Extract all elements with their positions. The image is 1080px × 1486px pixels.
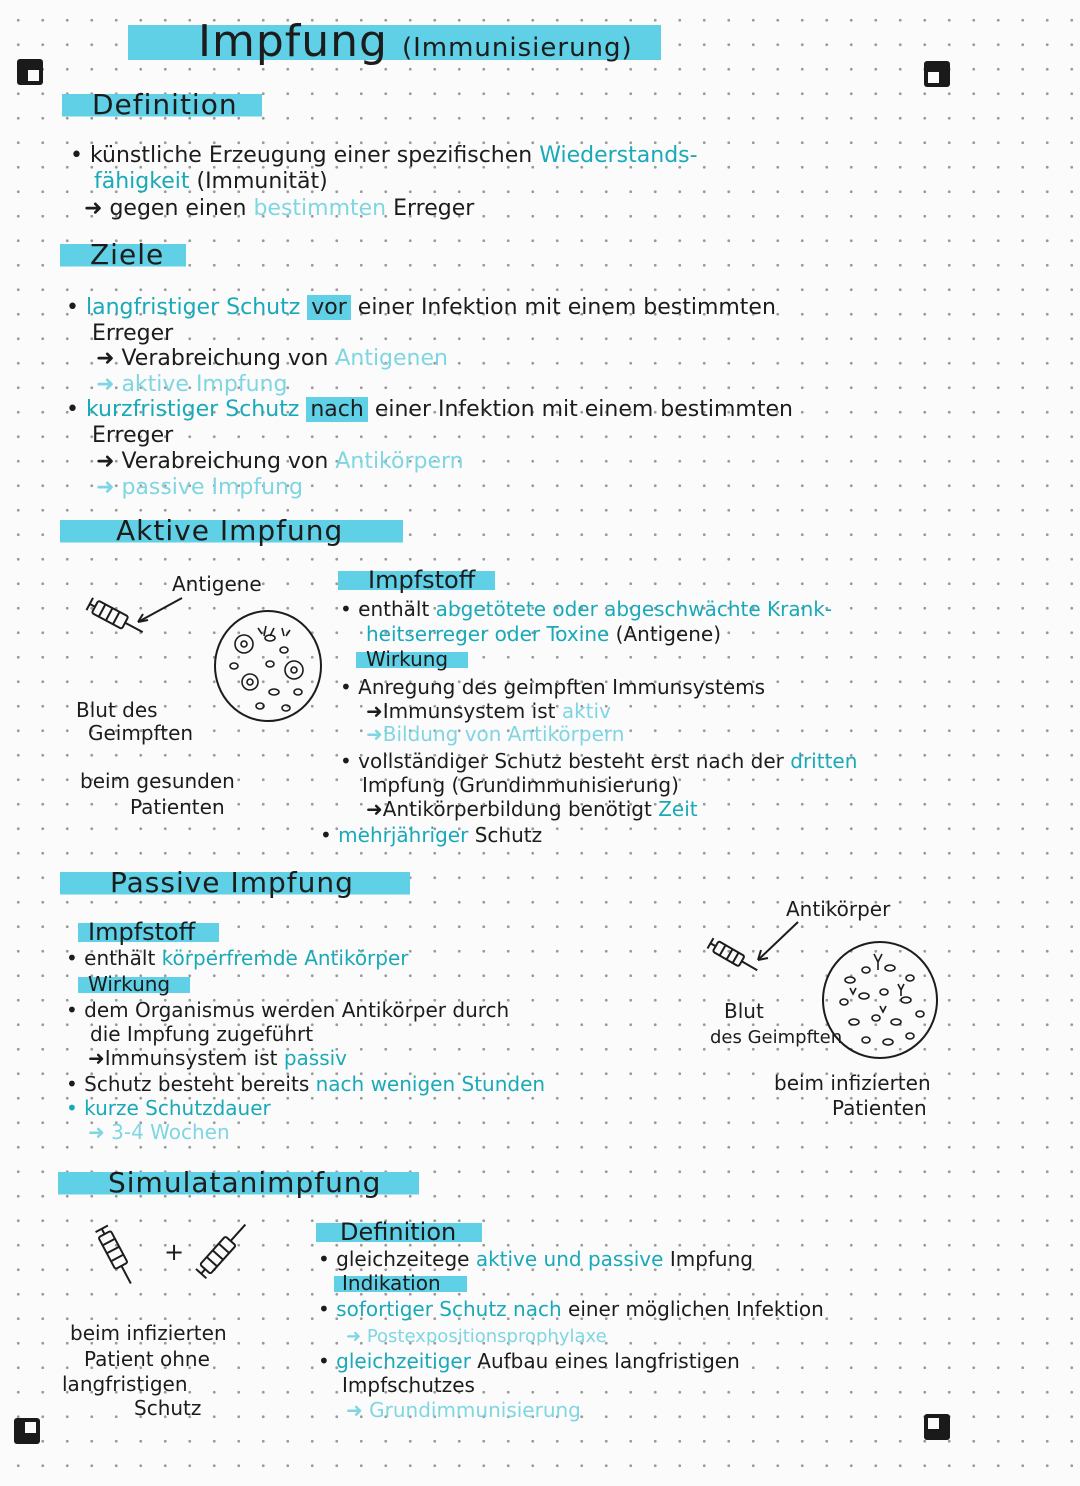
aktive-wirkung-1: Anregung des geimpften Immunsystems: [358, 675, 766, 699]
definition-text-2a: fähigkeit: [94, 169, 190, 194]
passive-wirkung-3b: passiv: [283, 1046, 348, 1070]
passive-wirkung-line-4: • Schutz besteht bereits nach wenigen Stunden: [66, 1072, 546, 1096]
plus-sign: +: [164, 1238, 185, 1266]
antigen-arrow-icon: [134, 596, 184, 626]
passive-impfstoff-1b: körperfremde Antikörper: [161, 946, 409, 970]
passive-impfstoff-1a: enthält: [84, 946, 156, 970]
label-antigene: Antigene: [172, 572, 262, 596]
aktive-wirkung-6b: Zeit: [658, 797, 698, 821]
simultan-label-4: Schutz: [134, 1396, 202, 1420]
passive-wirkung-line-6: ➜ 3-4 Wochen: [88, 1120, 230, 1144]
aktive-wirkung-7b: Schutz: [474, 823, 543, 847]
aktive-impfstoff-line-2: [366, 623, 721, 646]
aktive-impfstoff-2b: oder: [494, 622, 541, 646]
passive-wirkung-line-2: die Impfung zugeführt: [90, 1022, 314, 1046]
simultan-ind-2: Postexpositionsprophylaxe: [366, 1326, 607, 1347]
ziele-item-2-arrow-2: ➜ passive Impfung: [96, 475, 303, 500]
passive-wirkung-line-3: ➜Immunsystem ist passiv: [88, 1046, 348, 1070]
simultan-ind-line-1: • sofortiger Schutz nach einer möglichen Infektion: [318, 1297, 824, 1321]
ziele-text-2g: passive Impfung: [121, 475, 303, 500]
simultan-ind-line-2: ➜ Postexpositionsprophylaxe: [346, 1326, 607, 1347]
simultan-label-3: langfristigen: [62, 1372, 188, 1396]
passive-heading: Passive Impfung: [60, 866, 410, 899]
simultan-def-1a: gleichzeitege: [336, 1247, 470, 1271]
aktive-impfstoff-1b: abgetötete oder abgeschwächte Krank-: [435, 597, 833, 621]
corner-marker-bottom-left: [14, 1418, 40, 1444]
aktive-wirkung-line-4: • vollständiger Schutz besteht erst nach der dritten: [340, 749, 858, 773]
simultan-definition-heading: Definition: [316, 1218, 482, 1246]
simultan-label-1: beim infizierten: [70, 1321, 227, 1345]
ziele-text-1e: Verabreichung von: [121, 346, 329, 371]
simultan-ind-3a: gleichzeitiger: [336, 1349, 471, 1373]
aktive-heading: Aktive Impfung: [60, 514, 403, 547]
simultan-def-1c: Impfung: [669, 1247, 753, 1271]
passive-wirkung-4a: Schutz besteht bereits: [84, 1072, 310, 1096]
ziele-heading: Ziele: [60, 238, 186, 271]
simultan-ind-line-3: • gleichzeitiger Aufbau eines langfristigen: [318, 1349, 740, 1373]
definition-line-3: ➜ gegen einen bestimmten Erreger: [84, 196, 475, 221]
aktive-impfstoff-line-1: • enthält abgetötete oder abgeschwächte Krank-: [340, 597, 833, 621]
ziele-text-2b: nach: [306, 397, 367, 422]
ziele-item-2: • kurzfristiger Schutz nach einer Infektion mit einem bestimmten: [66, 397, 793, 422]
ziele-text-2f: Antikörpern: [335, 449, 464, 474]
passive-wirkung-heading: Wirkung: [78, 973, 190, 996]
definition-text-1b: Wiederstands-: [539, 143, 698, 168]
ziele-item-1: • langfristiger Schutz vor einer Infektion mit einem bestimmten: [66, 295, 776, 320]
aktive-wirkung-line-2: ➜Immunsystem ist aktiv: [366, 699, 611, 723]
passive-wirkung-1: dem Organismus werden Antikörper durch: [84, 998, 510, 1022]
simultan-label-2: Patient ohne: [84, 1347, 210, 1371]
syringe-passive-icon: [704, 938, 764, 984]
simultan-ind-1a: sofortiger Schutz: [336, 1297, 507, 1321]
aktive-wirkung-line-7: • mehrjähriger Schutz: [320, 823, 543, 847]
simultan-ind-1c: einer möglichen Infektion: [568, 1297, 824, 1321]
passive-impfstoff-heading: Impfstoff: [78, 918, 219, 946]
aktive-wirkung-2b: aktiv: [561, 699, 611, 723]
aktive-wirkung-4b: dritten: [790, 749, 858, 773]
aktive-wirkung-line-1: • Anregung des geimpften Immunsystems: [340, 675, 766, 699]
simultan-ind-3b: Aufbau eines langfristigen: [477, 1349, 740, 1373]
aktive-impfstoff-1a: enthält: [358, 597, 430, 621]
ziele-item-1-arrow-2: ➜ aktive Impfung: [96, 372, 288, 397]
aktive-wirkung-line-5: Impfung (Grundimmunisierung): [362, 773, 679, 797]
ziele-item-1-cont: Erreger: [92, 321, 174, 346]
simultan-ind-5: Grundimmunisierung: [369, 1398, 581, 1422]
label-patienten-passive: Patienten: [832, 1096, 927, 1120]
passive-wirkung-5: kurze Schutzdauer: [84, 1096, 271, 1120]
definition-text-3a: gegen einen: [109, 196, 247, 221]
corner-marker-top-left: [17, 59, 43, 85]
ziele-text-1a: langfristiger Schutz: [85, 295, 301, 320]
aktive-wirkung-heading: Wirkung: [356, 648, 468, 671]
passive-wirkung-6: 3-4 Wochen: [111, 1120, 230, 1144]
simultan-ind-1b: nach: [513, 1297, 562, 1321]
passive-wirkung-line-1: • dem Organismus werden Antikörper durch: [66, 998, 510, 1022]
ziele-text-1b: vor: [307, 295, 351, 320]
title-main: Impfung: [198, 16, 388, 67]
page-title: [128, 16, 661, 67]
corner-marker-top-right: [924, 61, 950, 87]
passive-wirkung-3a: Immunsystem ist: [104, 1046, 278, 1070]
aktive-wirkung-2a: Immunsystem ist: [382, 699, 556, 723]
label-blut-des: Blut des: [76, 698, 158, 722]
label-patienten-aktiv: Patienten: [130, 795, 225, 819]
aktive-impfstoff-2c: Toxine: [546, 622, 610, 646]
ziele-item-2-arrow-1: ➜ Verabreichung von Antikörpern: [96, 449, 464, 474]
label-beim-gesunden: beim gesunden: [80, 769, 235, 793]
label-blut-passive: Blut: [724, 999, 764, 1023]
aktive-wirkung-6a: Antikörperbildung benötigt: [382, 797, 652, 821]
simultan-ind-line-4: Impfschutzes: [342, 1373, 475, 1397]
aktive-impfstoff-2a: heitserreger: [366, 622, 489, 646]
aktive-wirkung-4a: vollständiger Schutz besteht erst nach der: [358, 749, 784, 773]
aktive-wirkung-line-6: ➜Antikörperbildung benötigt Zeit: [366, 797, 698, 821]
aktive-wirkung-3: Bildung von Antikörpern: [382, 722, 625, 746]
passive-wirkung-4b: nach wenigen Stunden: [315, 1072, 546, 1096]
ziele-item-2-cont: Erreger: [92, 423, 174, 448]
definition-text-3b: bestimmten: [253, 196, 387, 221]
ziele-text-1c: einer Infektion mit einem bestimmten: [357, 295, 776, 320]
aktive-wirkung-7a: mehrjähriger: [338, 823, 469, 847]
simultan-def-line-1: • gleichzeitege aktive und passive Impfung: [318, 1247, 753, 1271]
label-geimpften: Geimpften: [88, 721, 194, 745]
label-geimpften-passive: des Geimpften: [710, 1027, 843, 1048]
syringe-right-icon: [188, 1212, 258, 1292]
title-sub: (Immunisierung): [401, 33, 633, 63]
definition-text-1a: künstliche Erzeugung einer spezifischen: [89, 143, 533, 168]
passive-wirkung-line-5: • kurze Schutzdauer: [66, 1096, 271, 1120]
ziele-text-2a: kurzfristiger Schutz: [85, 397, 300, 422]
definition-line-1: • künstliche Erzeugung einer spezifischen Wiederstands-: [70, 143, 698, 168]
label-antikoerper: Antikörper: [786, 897, 891, 921]
ziele-text-1f: Antigenen: [335, 346, 448, 371]
passive-impfstoff-line-1: • enthält körperfremde Antikörper: [66, 946, 409, 970]
simultan-ind-line-5: ➜ Grundimmunisierung: [346, 1398, 581, 1422]
simultan-heading: Simulatanimpfung: [58, 1166, 419, 1199]
definition-text-3c: Erreger: [393, 196, 475, 221]
aktive-impfstoff-heading: Impfstoff: [338, 566, 495, 594]
label-beim-infizierten-passive: beim infizierten: [774, 1071, 931, 1095]
simultan-indikation-heading: Indikation: [334, 1272, 467, 1295]
definition-text-2b: (Immunität): [196, 169, 328, 194]
blood-circle-antigene-icon: [212, 608, 324, 724]
ziele-text-1g: aktive Impfung: [121, 372, 288, 397]
ziele-item-1-arrow-1: ➜ Verabreichung von Antigenen: [96, 346, 448, 371]
simultan-def-1b: aktive und passive: [475, 1247, 664, 1271]
corner-marker-bottom-right: [924, 1414, 950, 1440]
aktive-impfstoff-2d: (Antigene): [615, 622, 721, 646]
aktive-wirkung-line-3: ➜Bildung von Antikörpern: [366, 722, 625, 746]
syringe-left-icon: [84, 1214, 144, 1294]
ziele-text-2c: einer Infektion mit einem bestimmten: [374, 397, 793, 422]
ziele-text-2e: Verabreichung von: [121, 449, 329, 474]
definition-line-2: [94, 169, 328, 194]
definition-heading: Definition: [62, 88, 262, 121]
